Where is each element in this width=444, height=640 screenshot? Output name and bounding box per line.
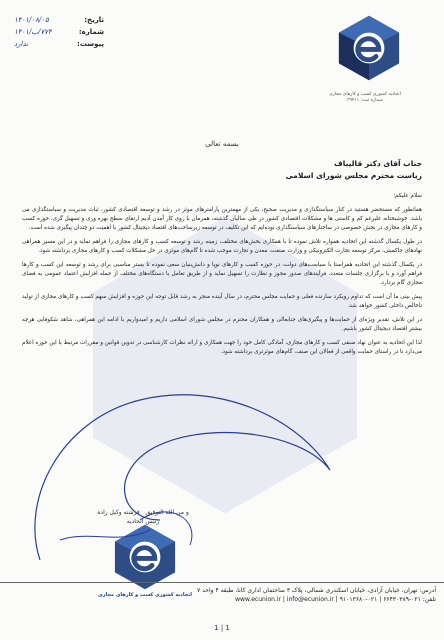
stamp-caption: اتحادیه کشوری کسب و کارهای مجازی [98, 592, 192, 598]
org-small-line: شماره ثبت: ۳۹۴۱۱ [347, 98, 383, 103]
closing-line [78, 508, 208, 517]
bismillah: بسمه تعالی [205, 140, 239, 148]
meta-attachment [14, 38, 104, 50]
body-paragraph: در این تلاش، تقدیر ویژه‌ای از حمایت‌ها و پیگیری‌های جنابعالی و همکاران محترم در مجلس شورای اسلامی داریم و امیدواریم با ادامه این همراهی، شاهد شکوفایی هرچه بیشتر اقتصاد دیجیتال کشور باشیم. [22, 317, 422, 332]
addressee [286, 158, 422, 182]
org-small-line: اتحادیه کشوری کسب و کارهای مجازی [329, 92, 401, 97]
body-paragraph: در یکسال گذشته این اتحادیه همراستا با سیاست‌های دولت، در حوزه کسب و کارهای نوپا و دانش‌بنیان سعی نموده تا بستر مناسبی برای رشد و توسعه این کسب و کارها فراهم آورد و با برگزاری جلسات متعدد، فرآیندهای صدور مجوز و نظارت را تسهیل نماید و از طریق تعامل با دستگاه‌های مختلف از جمله افزایش اعتماد عمومی به فضای مجازی گام بردارد. [22, 262, 422, 286]
signer-title: رئیس اتحادیه [126, 518, 160, 525]
body-paragraph: پیش بینی ما آن است که تداوم رویکرد سازنده فعلی و حمایت مجلس محترم، در سال آینده منجر به رشد قابل توجه این حوزه و افزایش سهم کسب و کارهای مجازی از تولید ناخالص داخلی کشور خواهد شد. [22, 294, 422, 309]
meta-label: شماره: [78, 28, 104, 36]
footer-address: آدرس: تهران، خیابان آزادی، خیابان اسکندری شمالی، پلاک ۳ ساختمان اداری کانا، طبقه ۴ واحد ۷ [196, 587, 436, 594]
org-name-small [300, 92, 430, 104]
meta-value: ۱۴۰۱/۰۸/۰۵ [14, 16, 49, 24]
meta-label: تاریخ: [84, 16, 104, 24]
letter-meta [14, 14, 104, 50]
footer-divider [0, 582, 444, 583]
meta-label: پیوست: [77, 40, 104, 48]
greeting: سلام علیکم؛ [393, 193, 422, 199]
letter-body [22, 192, 422, 362]
meta-number [14, 26, 104, 38]
footer-contacts: تلفن: ۰۲۱-۶۶۴۳۰۳۸۹ | ۰۲۱-۹۱۰۱۳۶۸۰ | www.ecunion.ir | info@ecunion.ir [235, 596, 436, 603]
meta-value: ۷۷۴/ب/۱۴۰۱ [14, 28, 52, 36]
meta-date [14, 14, 104, 26]
closing-text: و من الله التوفیق [145, 509, 189, 516]
body-paragraph: لذا این اتحادیه به عنوان نهاد صنفی کسب و کارهای مجازی، آمادگی کامل خود را جهت همکاری و ارائه نظرات کارشناسی در تدوین قوانین و مقررات مرتبط با این حوزه اعلام می‌دارد تا در راستای حمایت واقعی از فعالان این صنف، گام‌های موثرتری برداشته شود. [22, 340, 422, 355]
addressee-title: ریاست محترم مجلس شورای اسلامی [285, 171, 422, 180]
body-paragraph: در طول یکسال گذشته این اتحادیه همواره تلاش نموده تا با همکاری بخش‌های مختلف، زمینه رشد و توسعه کسب و کارهای مجازی را فراهم نماید و در این مسیر همراهی نهادهای حاکمیتی، مرکز توسعه تجارت الکترونیکی و وزارت صنعت، معدن و تجارت موجب شده تا گام‌های موثری در حل مشکلات کسب و کارهای مجازی برداشته شود. [22, 239, 422, 254]
org-logo [334, 8, 404, 88]
body-paragraph: همانطور که مستحضر هستید در کنار سیاستگذاری و مدیریت صحیح، یکی از مهمترین پارامترهای موثر در رشد و توسعه اقتصادی کشور، ثبات مدیریت و سیاستگذاری می باشد. خوشبختانه علیرغم کم و کاستی ها و مشکلات اقتصادی کشور در طی سالیان گذشته، همزمان با روی کار آمدن آدیم ارتقای سطح بهره وری و تسهیل گری، حوزه کسب و کارهای مجازی در بخش خصوصی در ساختارهای سیاستگذاری بوده‌ایم که این تکلیف در توسعه زیرساخت‌های اقتصاد دیجیتال کشور با اهمیت دو چندان پیگیری شده است. [22, 207, 422, 231]
page-number: 1 | 1 [214, 624, 230, 632]
meta-value: ندارد [14, 40, 29, 48]
addressee-name: جناب آقای دکتر قالیباف [334, 159, 422, 168]
signer-name: فرشته وکیل زاده [97, 509, 140, 516]
footer [8, 586, 436, 604]
